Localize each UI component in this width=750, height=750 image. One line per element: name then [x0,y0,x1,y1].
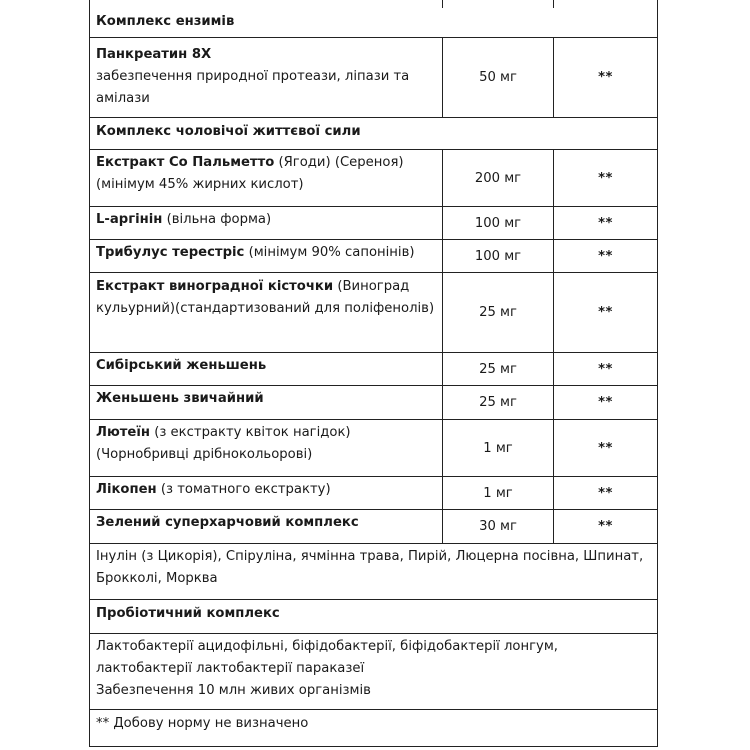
ingredient-amount: 25 мг [479,361,517,377]
daily-value: ** [598,215,613,231]
table-row [89,207,658,240]
table-row [89,477,658,510]
table-row [89,420,658,477]
table-row [89,386,658,420]
ingredient-amount: 100 мг [474,215,522,231]
supplement-facts-table [89,0,658,747]
table-row [89,510,658,544]
ingredient-detail: (з екстракту квіток нагідок) (Чорнобривці дрібнокольорові) [96,425,351,462]
ingredient-detail: (Виноград кульурний)(стандартизований для поліфенолів) [96,279,435,316]
table-row [89,353,658,386]
daily-value: ** [598,248,613,264]
table-row [89,150,658,207]
section-title: Комплекс чоловічої життєвої сили [96,124,361,139]
ingredient-name: Сибірський женьшень [96,358,267,373]
footnote-row [89,710,658,747]
ingredient-amount: 50 мг [479,70,517,85]
table-top-stub [89,0,658,8]
ingredient-detail: (мінімум 90% сапонінів) [248,245,415,260]
section-row-probiotic [89,600,658,634]
table-row [89,38,658,118]
probiotic-line: Лактобактерії ацидофільні, біфідобактерії, біфідобактерії лонгум, [96,639,558,654]
ingredient-amount: 100 мг [474,248,522,264]
section-title: Пробіотичний комплекс [96,606,280,621]
section-row-enzymes [89,8,658,38]
ingredient-amount: 200 мг [474,170,522,186]
ingredient-detail: (з томатного екстракту) [160,482,331,497]
ingredient-name: Екстракт Со Пальметто [96,155,275,170]
ingredient-name: Лютеїн [96,425,150,440]
ingredient-detail: забезпечення природної протеази, ліпази та амілази [96,69,410,106]
ingredient-name: Трибулус терестріс [96,245,245,260]
ingredient-amount: 30 мг [479,519,517,534]
ingredient-amount: 25 мг [479,305,517,320]
table-row [89,240,658,273]
green-complex-contents: Інулін (з Цикорія), Спіруліна, ячмінна трава, Пирій, Люцерна посівна, Шпинат, Брокколі, Морква [96,549,644,586]
footnote: ** Добову норму не визначено [96,716,309,731]
ingredient-amount: 25 мг [479,395,517,410]
text-row-green-complex-contents [89,544,658,600]
daily-value: ** [598,361,613,377]
ingredient-name: Панкреатин 8X [96,47,212,62]
ingredient-name: Лікопен [96,482,157,497]
daily-value: ** [598,519,613,534]
ingredient-amount: 1 мг [483,440,513,456]
table-row [89,273,658,353]
daily-value: ** [598,170,613,186]
ingredient-name: Екстракт виноградної кісточки [96,279,334,294]
daily-value: ** [598,70,613,85]
daily-value: ** [598,305,613,320]
section-title: Комплекс ензимів [96,14,235,29]
daily-value: ** [598,395,613,410]
ingredient-name: Женьшень звичайний [96,391,264,406]
ingredient-name: L-аргінін [96,212,163,227]
ingredient-name: Зелений суперхарчовий комплекс [96,515,359,530]
section-row-male-vitality [89,118,658,150]
text-row-probiotic-contents [89,634,658,710]
daily-value: ** [598,440,613,456]
probiotic-line: Забезпечення 10 млн живих організмів [96,683,371,698]
ingredient-detail: (вільна форма) [166,212,272,227]
probiotic-line: лактобактерії лактобактерії параказеї [96,661,365,676]
daily-value: ** [598,485,613,501]
ingredient-amount: 1 мг [483,485,513,501]
ingredient-detail: (Ягоди) (Сереноя)(мінімум 45% жирних кислот) [96,155,404,192]
